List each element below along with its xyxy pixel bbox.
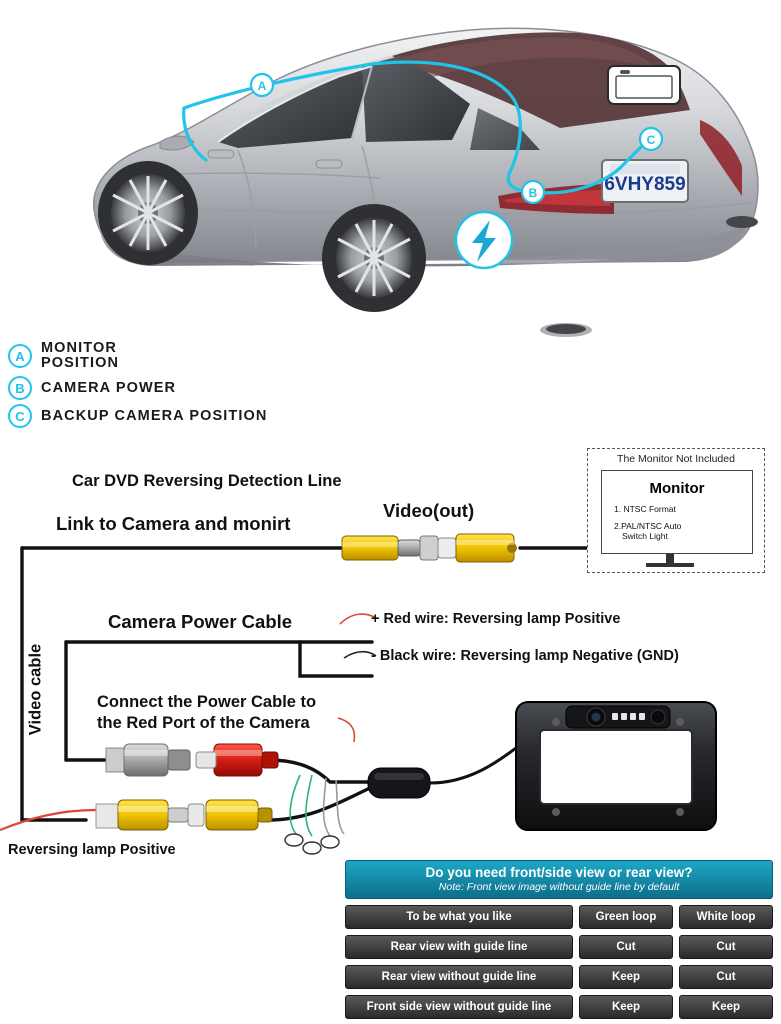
- monitor-screen: [601, 470, 753, 554]
- legend-badge-c: C: [8, 404, 32, 428]
- monitor-base: [646, 563, 694, 567]
- monitor-note-1: 1. NTSC Format: [614, 504, 676, 514]
- car-license-plate: [602, 160, 688, 202]
- rear-wheel: [322, 204, 426, 312]
- legend-label-c: BACKUP CAMERA POSITION: [41, 407, 268, 424]
- option-white-1[interactable]: Cut: [679, 935, 773, 959]
- option-green-3[interactable]: Keep: [579, 995, 673, 1019]
- svg-text:A: A: [257, 79, 267, 93]
- table-row: [345, 905, 773, 929]
- table-row: [345, 995, 773, 1019]
- car-illustration: [0, 0, 781, 340]
- legend-badge-a: A: [8, 344, 32, 368]
- harness-lines: [22, 548, 596, 820]
- legend-item-a: [8, 340, 338, 371]
- camera-power-connectors: [106, 744, 278, 776]
- option-view-2[interactable]: Rear view without guide line: [345, 965, 573, 989]
- svg-text:6VHY859: 6VHY859: [604, 174, 686, 195]
- car-badge-b: [522, 181, 544, 203]
- connect-power-leader: [338, 718, 354, 742]
- video-connectors-bottom: [96, 800, 272, 830]
- front-wheel: [98, 161, 198, 265]
- legend-label-a: MONITOR POSITION: [41, 340, 120, 371]
- legend-item-c: [8, 405, 338, 427]
- options-header-title: Do you need front/side view or rear view?: [425, 865, 693, 880]
- label-video-out: Video(out): [383, 500, 475, 521]
- power-bolt-icon: [456, 212, 512, 268]
- monitor-screen-title: Monitor: [649, 480, 705, 497]
- svg-text:C: C: [646, 133, 656, 147]
- options-table-header: [345, 860, 773, 899]
- label-camera-power-cable: Camera Power Cable: [108, 611, 293, 632]
- options-header-note: Note: Front view image without guide line by default: [438, 881, 680, 893]
- option-view-3[interactable]: Front side view without guide line: [345, 995, 573, 1019]
- option-view-1[interactable]: Rear view with guide line: [345, 935, 573, 959]
- options-table: [345, 860, 773, 1019]
- monitor-note-2: [614, 521, 752, 541]
- label-video-cable: Video cable: [26, 643, 45, 736]
- monitor-note-2-line1: 2.PAL/NTSC Auto: [614, 521, 682, 531]
- option-green-2[interactable]: Keep: [579, 965, 673, 989]
- option-green-1[interactable]: Cut: [579, 935, 673, 959]
- label-detection-line: Car DVD Reversing Detection Line: [72, 472, 342, 490]
- label-black-wire: - Black wire: Reversing lamp Negative (GND): [371, 648, 679, 664]
- loop-wire-terminals: [285, 834, 339, 854]
- callout-plate-frame: [608, 66, 680, 104]
- monitor-stand: [666, 554, 674, 563]
- car-badge-c: [640, 128, 662, 150]
- table-row: [345, 965, 773, 989]
- option-green-0[interactable]: Green loop: [579, 905, 673, 929]
- option-white-0[interactable]: White loop: [679, 905, 773, 929]
- option-white-2[interactable]: Cut: [679, 965, 773, 989]
- monitor-box: [587, 448, 765, 573]
- option-view-0[interactable]: To be what you like: [345, 905, 573, 929]
- label-red-wire: + Red wire: Reversing lamp Positive: [371, 611, 621, 627]
- legend-label-b: CAMERA POWER: [41, 379, 177, 396]
- video-out-connector: [342, 534, 517, 562]
- legend: [8, 340, 338, 433]
- label-link-to-camera: Link to Camera and monirt: [56, 513, 291, 534]
- legend-item-b: [8, 377, 338, 399]
- legend-badge-b: B: [8, 376, 32, 400]
- option-white-3[interactable]: Keep: [679, 995, 773, 1019]
- monitor-note-2-line2: Switch Light: [622, 531, 668, 541]
- inline-control-module: [368, 768, 430, 798]
- car-badge-a: [251, 74, 273, 96]
- label-reversing-lamp-positive: Reversing lamp Positive: [8, 842, 176, 858]
- svg-text:B: B: [528, 186, 538, 200]
- monitor-box-title: The Monitor Not Included: [617, 453, 735, 465]
- license-plate-frame-camera: [430, 702, 716, 830]
- table-row: [345, 935, 773, 959]
- label-connect-power-cable: Connect the Power Cable to the Red Port of the Camera: [97, 693, 317, 732]
